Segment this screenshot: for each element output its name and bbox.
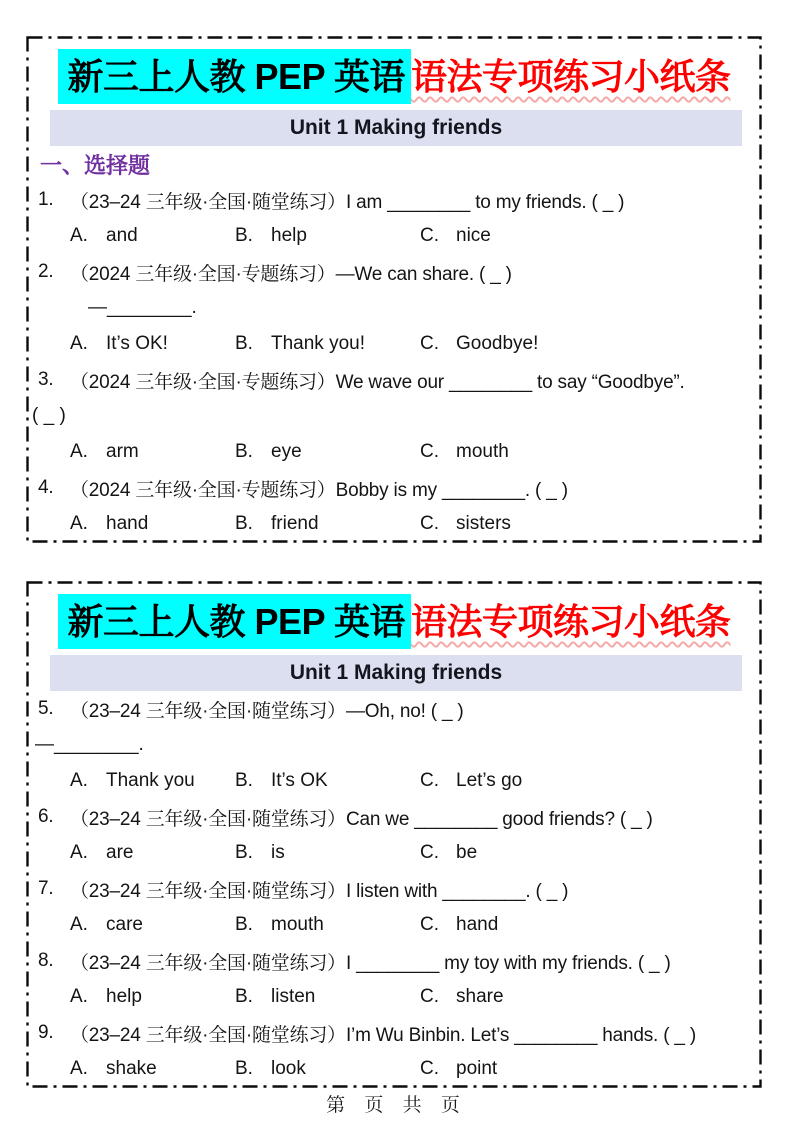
question-8: [26, 943, 762, 979]
question-7-options: [26, 907, 762, 943]
question-stem: （2024 三年级·全国·专题练习）We wave our ________ to say “Goodbye”.: [70, 371, 685, 393]
question-stem: （2024 三年级·全国·专题练习）Bobby is my ________. ( _ ): [70, 479, 568, 501]
option-c: [420, 979, 504, 1015]
worksheet-card-2: [26, 581, 762, 1088]
option-c: [420, 835, 477, 871]
question-7: [26, 871, 762, 907]
option-b-text: look: [271, 1058, 306, 1079]
question-5-options: [26, 763, 762, 799]
option-b-text: is: [271, 842, 285, 863]
option-b: [235, 907, 324, 943]
option-a-label: A.: [70, 986, 88, 1007]
question-stem: （23–24 三年级·全国·随堂练习）Can we ________ good friends? ( _ ): [70, 808, 653, 830]
option-c: [420, 506, 511, 542]
option-b-label: B.: [235, 986, 253, 1007]
option-a: [70, 835, 133, 871]
option-c: [420, 1051, 497, 1087]
option-b-label: B.: [235, 513, 253, 534]
title-red-text: 语法专项练习小纸条: [410, 601, 731, 642]
option-c-text: hand: [456, 914, 499, 935]
option-b-text: eye: [271, 441, 302, 462]
option-a-text: It’s OK!: [106, 333, 168, 354]
question-number: 7.: [38, 878, 54, 899]
option-b-label: B.: [235, 225, 253, 246]
question-stem: （23–24 三年级·全国·随堂练习）I’m Wu Binbin. Let’s ________ hands. ( _ ): [70, 1024, 696, 1046]
question-4-options: [26, 506, 762, 542]
question-5: [26, 691, 762, 727]
option-a: [70, 907, 143, 943]
option-c: [420, 907, 498, 943]
worksheet-card-1: [26, 36, 762, 543]
question-number: 5.: [38, 698, 54, 719]
option-b-text: mouth: [271, 914, 324, 935]
option-c-text: mouth: [456, 441, 509, 462]
option-c-label: C.: [420, 225, 439, 246]
option-b: [235, 835, 285, 871]
question-4: [26, 470, 762, 506]
title-highlighted-text: 新三上人教 PEP 英语: [58, 49, 411, 104]
section-header: 一、选择题: [40, 152, 151, 178]
question-number: 1.: [38, 189, 54, 210]
question-5-continuation: —________.: [35, 734, 144, 755]
option-c-label: C.: [420, 333, 439, 354]
option-a: [70, 1051, 157, 1087]
option-c-label: C.: [420, 1058, 439, 1079]
question-3-continuation: ( _ ): [32, 405, 66, 426]
option-a-text: hand: [106, 513, 149, 534]
option-b: [235, 326, 365, 362]
worksheet-title: [26, 48, 762, 106]
question-number: 2.: [38, 261, 54, 282]
question-6: [26, 799, 762, 835]
option-c: [420, 218, 491, 254]
option-c-text: nice: [456, 225, 491, 246]
option-a: [70, 979, 142, 1015]
option-c-text: be: [456, 842, 478, 863]
option-c-label: C.: [420, 441, 439, 462]
option-a-text: are: [106, 842, 134, 863]
option-b: [235, 763, 328, 799]
option-c: [420, 326, 538, 362]
option-a-text: Thank you: [106, 770, 195, 791]
option-a-text: and: [106, 225, 138, 246]
option-a: [70, 326, 168, 362]
question-stem: （23–24 三年级·全国·随堂练习）—Oh, no! ( _ ): [70, 700, 464, 722]
question-2: [26, 254, 762, 290]
question-2-continuation: —________.: [88, 297, 197, 318]
unit-header: Unit 1 Making friends: [50, 110, 742, 146]
option-a-label: A.: [70, 441, 88, 462]
option-a: [70, 434, 139, 470]
option-c-label: C.: [420, 986, 439, 1007]
option-b-text: It’s OK: [271, 770, 328, 791]
option-c-label: C.: [420, 914, 439, 935]
option-b-label: B.: [235, 914, 253, 935]
option-b: [235, 979, 315, 1015]
option-a-label: A.: [70, 842, 88, 863]
option-a-text: help: [106, 986, 142, 1007]
question-number: 9.: [38, 1022, 54, 1043]
option-b-text: help: [271, 225, 307, 246]
option-a: [70, 763, 195, 799]
question-3: [26, 362, 762, 398]
option-b: [235, 506, 319, 542]
option-c-label: C.: [420, 770, 439, 791]
question-stem: （23–24 三年级·全国·随堂练习）I ________ my toy with my friends. ( _ ): [70, 952, 671, 974]
question-stem: （23–24 三年级·全国·随堂练习）I listen with ________. ( _ ): [70, 880, 569, 902]
question-1: [26, 182, 762, 218]
option-c: [420, 763, 522, 799]
option-c-text: point: [456, 1058, 498, 1079]
question-8-options: [26, 979, 762, 1015]
title-highlighted-text: 新三上人教 PEP 英语: [58, 594, 411, 649]
option-c-text: Let’s go: [456, 770, 523, 791]
question-9: [26, 1015, 762, 1051]
unit-header: Unit 1 Making friends: [50, 655, 742, 691]
option-c-text: Goodbye!: [456, 333, 539, 354]
option-a-label: A.: [70, 333, 88, 354]
question-stem: （2024 三年级·全国·专题练习）—We can share. ( _ ): [70, 263, 512, 285]
option-a-text: shake: [106, 1058, 157, 1079]
option-a-text: arm: [106, 441, 139, 462]
option-b-label: B.: [235, 333, 253, 354]
worksheet-title: [26, 593, 762, 651]
question-2-options: [26, 326, 762, 362]
page-footer: 第 页 共 页: [326, 1095, 467, 1116]
question-number: 4.: [38, 477, 54, 498]
option-b: [235, 434, 302, 470]
question-3-options: [26, 434, 762, 470]
option-b: [235, 1051, 306, 1087]
question-6-options: [26, 835, 762, 871]
option-a-label: A.: [70, 513, 88, 534]
option-a-label: A.: [70, 914, 88, 935]
option-c-text: sisters: [456, 513, 511, 534]
option-c-label: C.: [420, 842, 439, 863]
question-number: 8.: [38, 950, 54, 971]
option-c-label: C.: [420, 513, 439, 534]
option-a-label: A.: [70, 770, 88, 791]
option-c: [420, 434, 509, 470]
option-a-label: A.: [70, 1058, 88, 1079]
option-b-text: listen: [271, 986, 316, 1007]
question-1-options: [26, 218, 762, 254]
option-b-label: B.: [235, 1058, 253, 1079]
question-number: 6.: [38, 806, 54, 827]
title-red-text: 语法专项练习小纸条: [410, 56, 731, 97]
question-stem: （23–24 三年级·全国·随堂练习）I am ________ to my friends. ( _ ): [70, 191, 625, 213]
option-b: [235, 218, 307, 254]
option-b-text: Thank you!: [271, 333, 365, 354]
option-c-text: share: [456, 986, 504, 1007]
option-b-label: B.: [235, 770, 253, 791]
option-a-text: care: [106, 914, 143, 935]
question-9-options: [26, 1051, 762, 1087]
question-number: 3.: [38, 369, 54, 390]
option-b-text: friend: [271, 513, 319, 534]
option-b-label: B.: [235, 842, 253, 863]
option-b-label: B.: [235, 441, 253, 462]
option-a: [70, 506, 148, 542]
option-a: [70, 218, 138, 254]
option-a-label: A.: [70, 225, 88, 246]
